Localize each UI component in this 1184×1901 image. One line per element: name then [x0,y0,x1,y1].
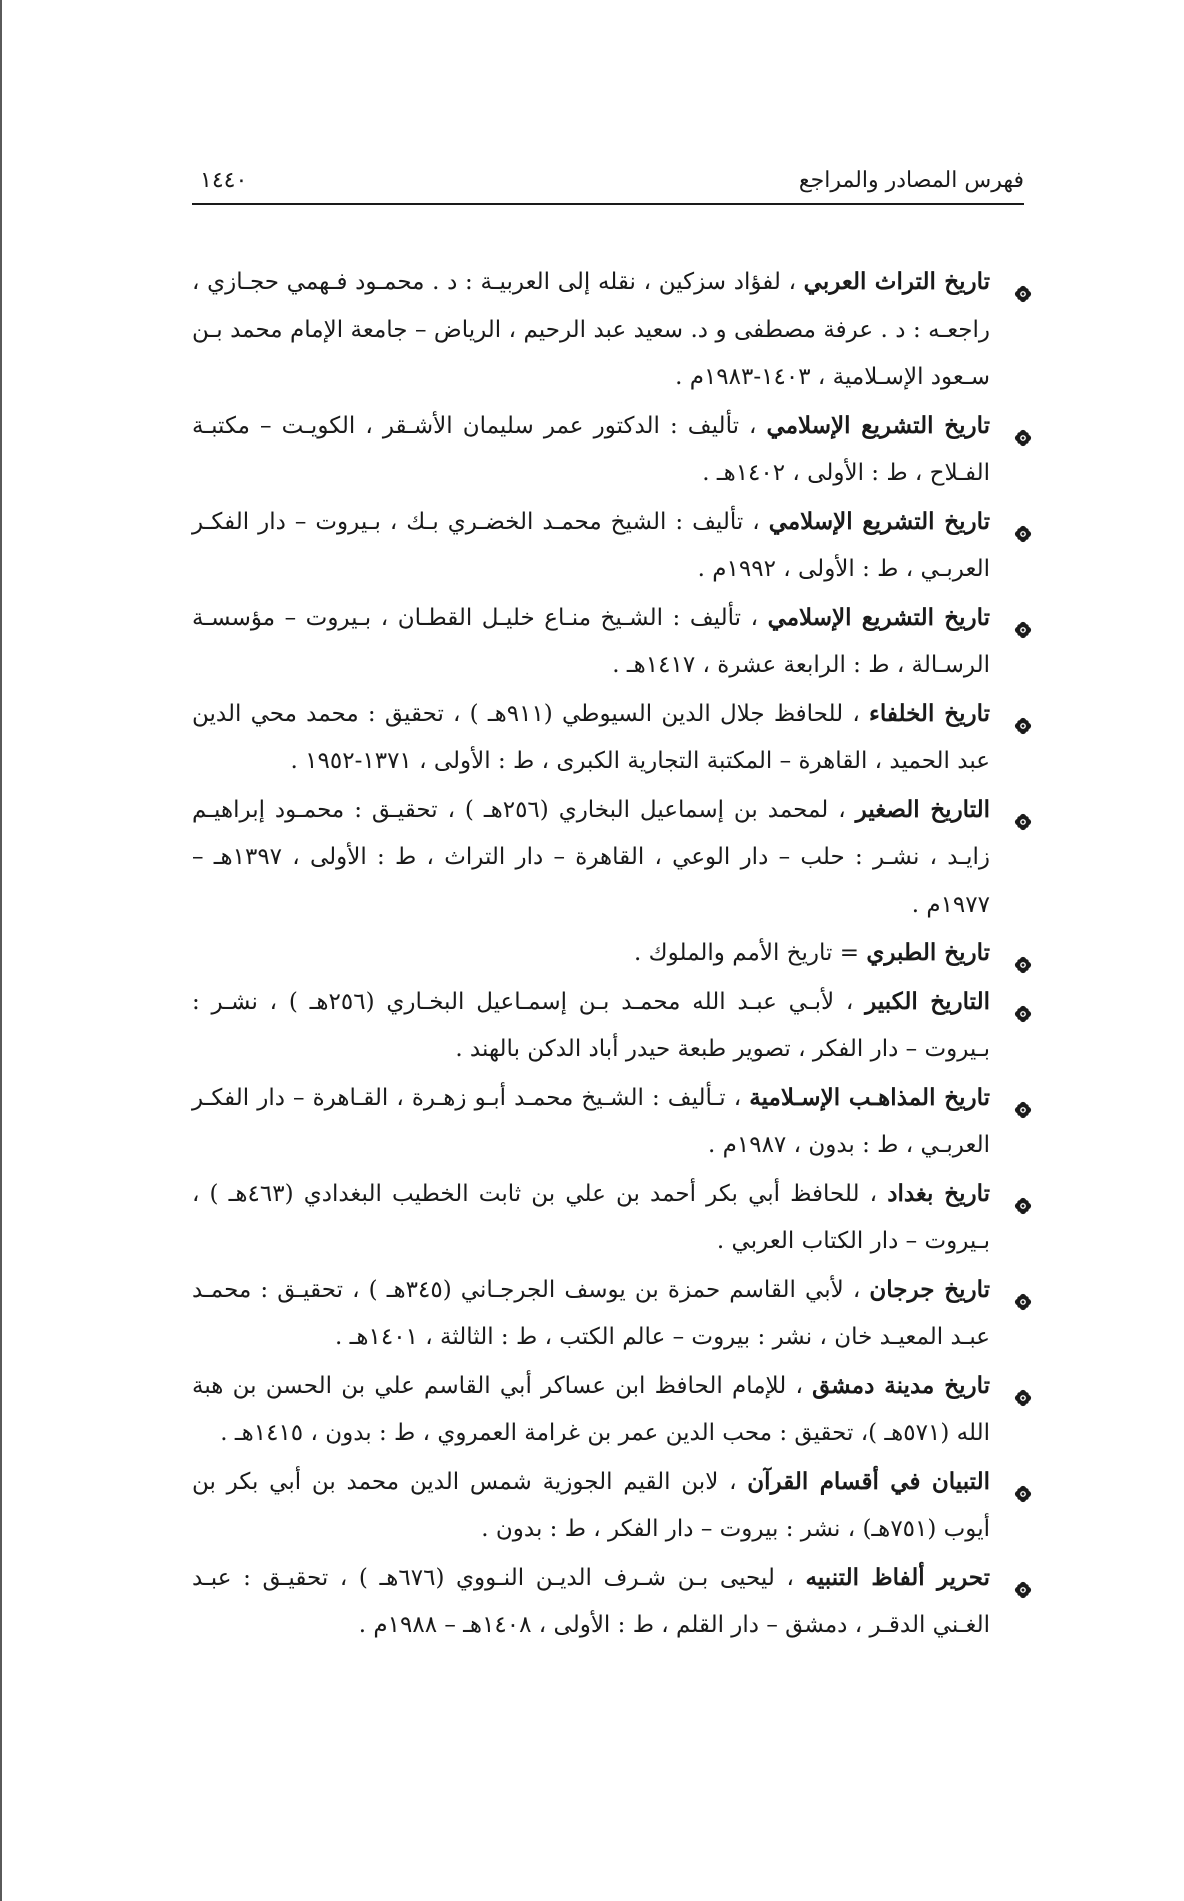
bibliography-entry [192,929,1032,978]
entry-title: تاريخ الطبري [866,939,990,966]
bibliography-entry [192,1074,1032,1170]
page-number: ١٤٤٠ [200,168,248,193]
entry-details: ، لأبي القاسم حمزة بن يوسف الجرجـاني (٣٤٥هـ ) ، تحقيـق : محمـد عبـد المعيـد خان ، نشر : بيروت – عالم الكتب ، ط : الثالثة ، ١٤٠١هـ . [192,1276,990,1350]
flower-bullet-icon [1014,1377,1032,1395]
entry-title: تاريخ التشريع الإسلامي [767,603,991,631]
flower-bullet-icon [1014,417,1032,435]
entry-title: تاريخ جرجان [869,1275,990,1303]
entry-details: ، للإمام الحافظ ابن عساكر أبي القاسم علي بن الحسن بن هبة الله (٥٧١هـ )، تحقيق : محب الدين عمر بن غرامة العمروي ، ط : بدون ، ١٤١٥هـ . [192,1372,990,1446]
entry-details: ، تأليف : الدكتور عمر سليمان الأشـقر ، الكويـت – مكتبـة الفـلاح ، ط : الأولى ، ١٤٠٢هـ . [192,412,990,486]
flower-bullet-icon [1014,705,1032,723]
entry-title: التاريخ الصغير [855,795,991,823]
bibliography-entry [192,978,1032,1074]
entry-details: ، لمحمد بن إسماعيل البخاري (٢٥٦هـ ) ، تحقيـق : محمـود إبراهيـم زايـد ، نشـر : حلب – دار الوعي ، القاهرة – دار التراث ، ط : الأولى ، ١٣٩٧هـ – ١٩٧٧م . [192,796,990,918]
bibliography-entry [192,690,1032,786]
running-title: فهرس المصادر والمراجع [798,168,1024,193]
flower-bullet-icon [1014,801,1032,819]
flower-bullet-icon [1014,1185,1032,1203]
bibliography-entry [192,498,1032,594]
entry-details: ، للحافظ أبي بكر أحمد بن علي بن ثابت الخطيب البغدادي (٤٦٣هـ ) ، بـيروت – دار الكتاب العربي . [192,1180,990,1254]
bibliography-entry [192,1362,1032,1458]
flower-bullet-icon [1014,1281,1032,1299]
entry-title: تاريخ الخلفاء [869,699,991,727]
entry-details: = تاريخ الأمم والملوك . [634,940,860,966]
bibliography-entry [192,1554,1032,1650]
entry-title: تاريخ التراث العربي [803,268,990,295]
entry-details: ، لأبـي عبـد الله محمـد بـن إسمـاعيل البخـاري (٢٥٦هـ ) ، نشـر : بـيروت – دار الفكر ، تصوير طبعة حيدر أباد الدكن بالهند . [192,988,990,1062]
scan-edge-line [0,0,2,1901]
bibliography-entry [192,786,1032,930]
bibliography-entry [192,1458,1032,1554]
entry-title: تاريخ التشريع الإسلامي [768,507,991,535]
flower-bullet-icon [1014,1473,1032,1491]
bibliography-entry [192,402,1032,498]
bibliography-entry [192,594,1032,690]
entry-title: التاريخ الكبير [865,987,990,1015]
entry-details: ، للحافظ جلال الدين السيوطي (٩١١هـ ) ، تحقيق : محمد محي الدين عبد الحميد ، القاهرة – المكتبة التجارية الكبرى ، ط : الأولى ، ١٣٧١-١٩٥٢ . [192,700,990,774]
entry-title: تاريخ بغداد [887,1179,991,1207]
entry-title: تاريخ مدينة دمشق [812,1371,991,1399]
header-rule [192,203,1024,205]
flower-bullet-icon [1014,993,1032,1011]
bibliography-entry [192,1170,1032,1266]
flower-bullet-icon [1014,609,1032,627]
entry-title: تاريخ المذاهـب الإسـلامية [749,1083,990,1111]
flower-bullet-icon [1014,1089,1032,1107]
flower-bullet-icon [1014,273,1032,291]
bibliography-entry [192,258,1032,402]
entry-details: ، لفؤاد سزكين ، نقله إلى العربيـة : د . محمـود فـهمي حجـازي ، راجعـه : د . عرفة مصطفى و د. سعيد عبد الرحيم ، الرياض – جامعة الإمام محمد بـن سـعود الإسـلامية ، ١٤٠٣-١٩٨٣م . [192,269,990,390]
entry-details: ، تأليف : الشيخ محمـد الخضـري بـك ، بـيروت – دار الفكـر العربـي ، ط : الأولى ، ١٩٩٢م . [192,508,990,582]
entry-title: تحرير ألفاظ التنبيه [805,1563,991,1591]
entry-details: ، تـأليف : الشـيخ محمـد أبـو زهـرة ، القـاهرة – دار الفكـر العربـي ، ط : بدون ، ١٩٨٧م . [192,1084,990,1158]
entry-details: ، لابن القيم الجوزية شمس الدين محمد بن أبي بكر بن أيوب (٧٥١هـ) ، نشر : بيروت – دار الفكر ، ط : بدون . [192,1468,990,1542]
entry-title: التبيان في أقسام القرآن [747,1467,990,1495]
flower-bullet-icon [1014,1569,1032,1587]
entry-details: ، تأليف : الشـيخ منـاع خليـل القطـان ، بـيروت – مؤسسـة الرسـالة ، ط : الرابعة عشرة ، ١٤١٧هـ . [192,604,990,678]
flower-bullet-icon [1014,944,1032,962]
entry-title: تاريخ التشريع الإسلامي [766,411,990,439]
bibliography-list [192,258,1032,1650]
flower-bullet-icon [1014,513,1032,531]
entry-details: ، ليحيى بـن شـرف الديـن النـووي (٦٧٦هـ ) ، تحقيـق : عبـد الغـني الدقـر ، دمشق – دار القلم ، ط : الأولى ، ١٤٠٨هـ – ١٩٨٨م . [192,1564,990,1638]
bibliography-entry [192,1266,1032,1362]
page-header [192,168,1024,196]
